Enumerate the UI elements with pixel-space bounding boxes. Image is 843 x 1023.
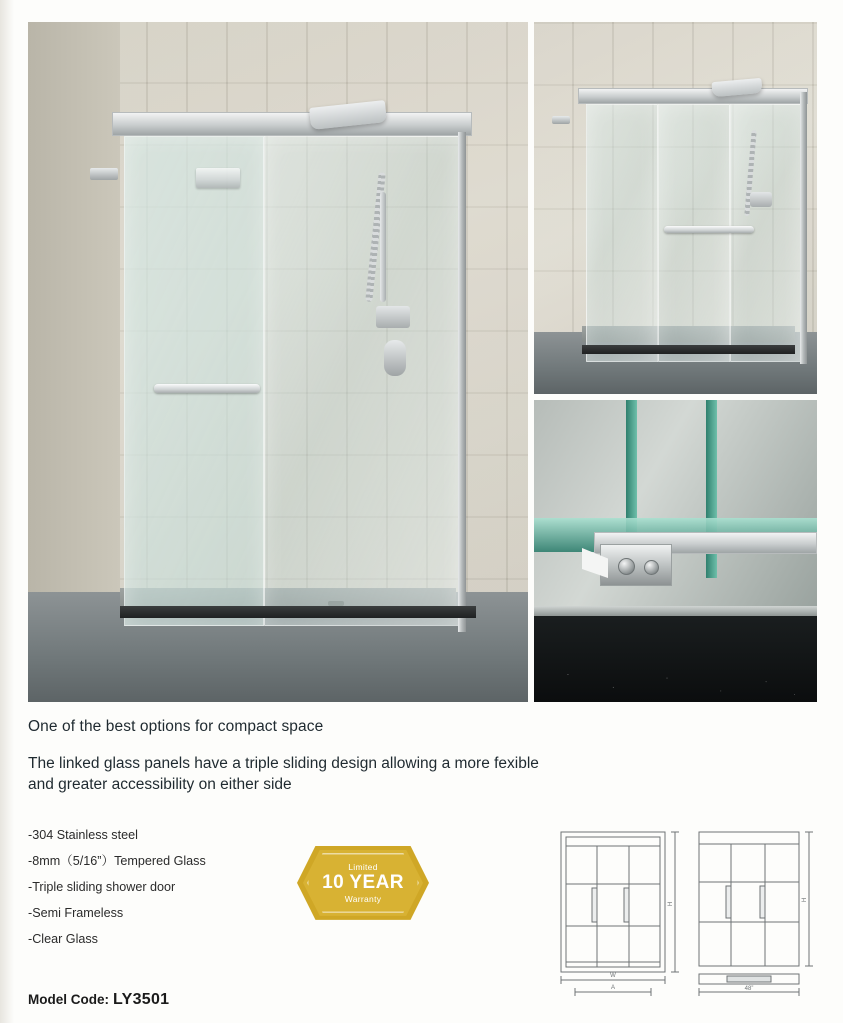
floor-sparkle bbox=[534, 610, 817, 702]
wall-hook bbox=[90, 168, 118, 180]
features-and-drawings bbox=[28, 822, 817, 1002]
top-rail bbox=[112, 112, 472, 136]
badge-main-label: 10 YEAR bbox=[322, 871, 404, 893]
photo-gallery bbox=[28, 22, 817, 702]
model-code-value: LY3501 bbox=[113, 991, 170, 1008]
threshold-bar bbox=[534, 606, 817, 616]
front-width-outer-label: W bbox=[610, 972, 616, 979]
alternate-elevation-drawing bbox=[693, 826, 817, 1002]
threshold-bar bbox=[120, 606, 476, 618]
spec-item: -Semi Frameless bbox=[28, 906, 124, 921]
threshold-bar bbox=[582, 345, 795, 354]
shower-enclosure-main-photo bbox=[28, 22, 528, 702]
door-handle bbox=[664, 226, 754, 233]
hand-shower-wand bbox=[380, 192, 386, 302]
roller-hardware-detail-photo bbox=[534, 400, 817, 702]
description-text: The linked glass panels have a triple sliding design allowing a more fexible and greater accessibility on either side bbox=[28, 755, 539, 793]
mixer-valve bbox=[750, 192, 772, 207]
vertical-post bbox=[800, 92, 807, 364]
spec-item: -Triple sliding shower door bbox=[28, 879, 176, 894]
roller-wheel-1 bbox=[618, 558, 635, 575]
top-rail bbox=[578, 88, 808, 104]
badge-top-label: Limited bbox=[348, 861, 378, 872]
lead-text: One of the best options for compact space bbox=[28, 718, 324, 735]
vertical-post bbox=[458, 132, 466, 632]
alt-bottom-label: 48” bbox=[744, 985, 754, 992]
front-elevation-drawing bbox=[555, 826, 683, 1002]
page-edge-shadow bbox=[0, 0, 14, 1023]
glass-panel-1 bbox=[586, 104, 658, 362]
warranty-badge-wrapper bbox=[278, 822, 448, 920]
spec-item: -304 Stainless steel bbox=[28, 827, 138, 842]
description-block bbox=[28, 718, 817, 796]
wall-hook bbox=[552, 116, 570, 124]
interior-shelf bbox=[196, 168, 240, 188]
spec-item: -Clear Glass bbox=[28, 932, 98, 947]
door-handle bbox=[154, 384, 260, 393]
roller-wheel-2 bbox=[644, 560, 659, 575]
photo-column-right bbox=[534, 22, 817, 702]
front-width-inner-label: A bbox=[610, 984, 616, 991]
badge-text bbox=[297, 846, 429, 920]
glass-panel-center bbox=[264, 136, 460, 626]
alt-height-label: H bbox=[802, 897, 808, 903]
badge-bottom-label: Warranty bbox=[344, 893, 382, 904]
shower-enclosure-front-photo bbox=[534, 22, 817, 394]
roller-bracket bbox=[600, 544, 672, 586]
front-height-label: H bbox=[668, 901, 674, 907]
spec-list bbox=[28, 822, 278, 952]
glass-panel-3 bbox=[730, 104, 802, 362]
model-code-label: Model Code: bbox=[28, 992, 109, 1007]
glass-panel-left bbox=[124, 136, 264, 626]
model-code-footer bbox=[28, 991, 169, 1009]
hand-shower-holder bbox=[384, 340, 406, 376]
mixer-valve bbox=[376, 306, 410, 328]
warranty-badge bbox=[297, 846, 429, 920]
spec-item: -8mm（5/16”）Tempered Glass bbox=[28, 853, 206, 868]
technical-drawings bbox=[448, 822, 817, 1002]
glass-panel-2 bbox=[658, 104, 730, 362]
